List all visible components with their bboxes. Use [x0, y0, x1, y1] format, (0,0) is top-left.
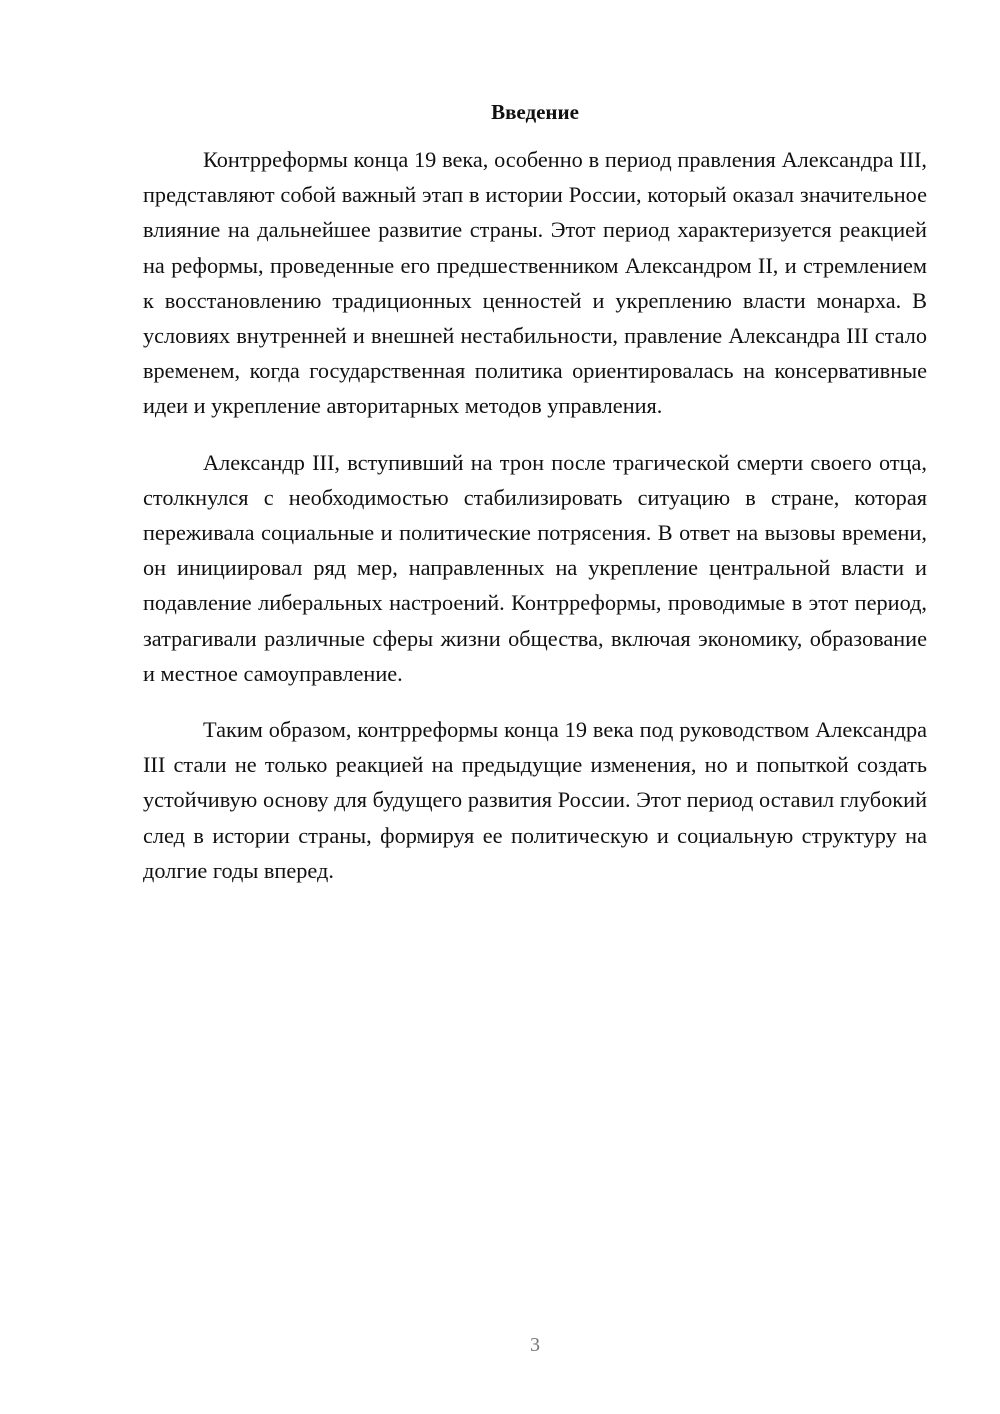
body-text	[143, 142, 927, 888]
paragraph-2: Александр III, вступивший на трон после трагической смерти своего отца, столкнулся с необходимостью стабилизировать ситуацию в стране, которая переживала социальные и политические потрясения. В ответ на вызовы времени, он инициировал ряд мер, направленных на укрепление центральной власти и подавление либеральных настроений. Контрреформы, проводимые в этот период, затрагивали различные сферы жизни общества, включая экономику, образование и местное самоуправление.	[143, 449, 927, 686]
paragraph-1: Контрреформы конца 19 века, особенно в период правления Александра III, представляют собой важный этап в истории России, который оказал значительное влияние на дальнейшее развитие страны. Этот период характеризуется реакцией на реформы, проведенные его предшественником Александром II, и стремлением к восстановлению традиционных ценностей и укреплению власти монарха. В условиях внутренней и внешней нестабильности, правление Александра III стало временем, когда государственная политика ориентировалась на консервативные идеи и укрепление авторитарных методов управления.	[143, 147, 927, 419]
page-number: 3	[530, 1334, 540, 1356]
section-heading: Введение	[491, 100, 579, 124]
paragraph-3: Таким образом, контрреформы конца 19 века под руководством Александра III стали не только реакцией на предыдущие изменения, но и попыткой создать устойчивую основу для будущего развития России. Этот период оставил глубокий след в истории страны, формируя ее политическую и социальную структуру на долгие годы вперед.	[143, 717, 927, 883]
